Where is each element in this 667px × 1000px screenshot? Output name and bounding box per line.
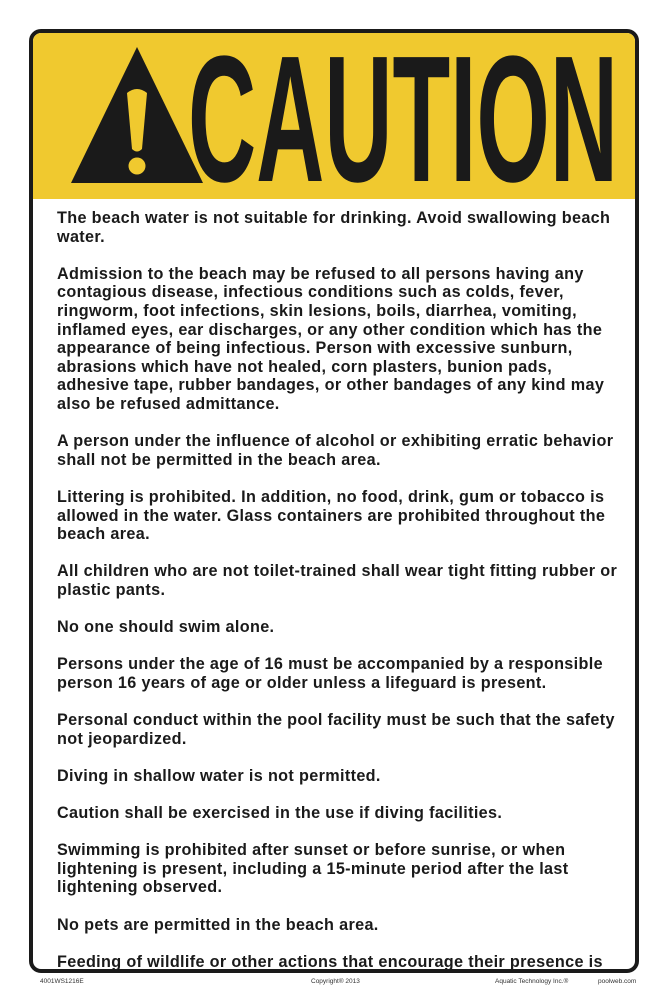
caution-banner [33, 33, 635, 199]
exclamation-dot [129, 158, 146, 175]
website-text: poolweb.com [598, 978, 637, 985]
rule-alcohol: A person under the influence of alcohol or exhibiting erratic behavior shall not be permitted in the beach area. [57, 432, 614, 469]
rule-swim-alone: No one should swim alone. [57, 618, 275, 637]
product-code: 4001WS1216E [40, 978, 84, 985]
caution-heading-text: CAUTION [188, 39, 618, 189]
rule-diving-facilities: Caution shall be exercised in the use if diving facilities. [57, 804, 503, 822]
rule-age-16: Persons under the age of 16 must be accompanied by a responsible person 16 years of age or older unless a lifeguard is present. [57, 655, 603, 692]
rule-shallow-diving: Diving in shallow water is not permitted. [57, 766, 381, 785]
sign-footer [0, 978, 667, 992]
rule-littering: Littering is prohibited. In addition, no food, drink, gum or tobacco is allowed in the water. Glass containers are prohibited throughout the beach area. [57, 487, 606, 544]
rule-wildlife: Feeding of wildlife or other actions that encourage their presence is [57, 952, 603, 971]
company-name: Aquatic Technology Inc.® [495, 978, 569, 985]
caution-sign [29, 29, 639, 973]
rule-drinking-water: The beach water is not suitable for drinking. Avoid swallowing beach water. [57, 209, 611, 246]
caution-word [185, 39, 625, 189]
rule-children-pants: All children who are not toilet-trained shall wear tight fitting rubber or plastic pants. [57, 562, 618, 599]
rule-personal-conduct: Personal conduct within the pool facility must be such that the safety not jeopardized. [57, 711, 615, 748]
rule-no-pets: No pets are permitted in the beach area. [57, 915, 379, 934]
rule-admission-health: Admission to the beach may be refused to all persons having any contagious disease, infectious conditions such as colds, fever, ringworm, foot infections, skin lesions, boils, diarrhea, vomiting, inflamed eyes, ear discharges, or any other condition which has the appearance of being infectious. Person with excessive sunburn, abrasions which have not healed, corn plasters, bunion pads, adhesive tape, rubber bandages, or other bandages of any kind may also be refused admittance. [57, 264, 605, 413]
copyright-text: Copyright® 2013 [311, 978, 360, 985]
rule-sunset-lightening: Swimming is prohibited after sunset or before sunrise, or when lightening is present, including a 15-minute period after the last lightening observed. [57, 841, 569, 897]
rules-list [57, 209, 627, 973]
